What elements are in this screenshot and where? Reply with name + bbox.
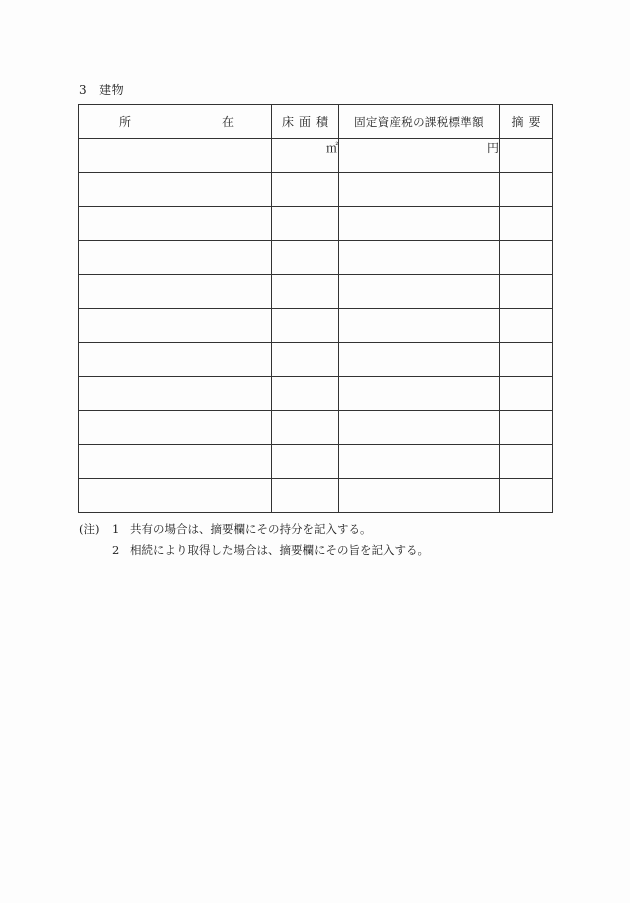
header-remarks [500,105,553,139]
floor-area-cell[interactable] [272,411,339,445]
notes-prefix: (注) [79,522,100,536]
table-row [79,275,553,309]
note-item [79,540,429,561]
remarks-cell[interactable] [500,207,553,241]
floor-area-cell[interactable] [272,377,339,411]
location-cell[interactable] [79,343,272,377]
buildings-table [78,104,553,513]
note-text: 共有の場合は、摘要欄にその持分を記入する。 [130,522,372,536]
location-cell[interactable] [79,241,272,275]
tax-value-cell[interactable] [339,207,500,241]
floor-area-cell[interactable] [272,275,339,309]
table-row [79,343,553,377]
tax-value-cell[interactable] [339,343,500,377]
location-cell[interactable] [79,377,272,411]
floor-area-cell[interactable] [272,445,339,479]
table-row [79,207,553,241]
location-cell[interactable] [79,275,272,309]
header-location-left: 所 [119,115,132,129]
floor-area-cell[interactable] [272,207,339,241]
tax-value-cell[interactable] [339,411,500,445]
table-row [79,445,553,479]
floor-area-cell[interactable] [272,309,339,343]
tax-value-cell[interactable] [339,275,500,309]
header-location-right: 在 [221,115,234,129]
floor-area-cell[interactable] [272,241,339,275]
header-tax-value-label: 固定資産税の課税標準額 [354,114,484,129]
table-row [79,411,553,445]
header-tax-value [339,105,500,139]
section-heading [79,81,124,98]
remarks-cell[interactable] [500,139,553,173]
remarks-cell[interactable] [500,479,553,513]
floor-area-cell[interactable] [272,139,339,173]
tax-value-cell[interactable] [339,309,500,343]
tax-value-cell[interactable] [339,445,500,479]
remarks-cell[interactable] [500,377,553,411]
header-floor-area [272,105,339,139]
notes-block [79,519,429,561]
remarks-cell[interactable] [500,241,553,275]
section-number: 3 [79,83,88,97]
note-number: 2 [112,543,120,557]
table-row [79,377,553,411]
floor-area-cell[interactable] [272,479,339,513]
remarks-cell[interactable] [500,411,553,445]
tax-value-cell[interactable] [339,241,500,275]
remarks-cell[interactable] [500,173,553,207]
remarks-cell[interactable] [500,343,553,377]
tax-value-cell[interactable] [339,139,500,173]
remarks-cell[interactable] [500,309,553,343]
tax-value-cell[interactable] [339,377,500,411]
location-cell[interactable] [79,207,272,241]
table-row [79,139,553,173]
remarks-cell[interactable] [500,275,553,309]
location-cell[interactable] [79,445,272,479]
table-row [79,173,553,207]
section-title: 建物 [99,83,125,97]
table-row [79,241,553,275]
location-cell[interactable] [79,309,272,343]
tax-value-cell[interactable] [339,479,500,513]
floor-area-unit: ㎡ [325,141,338,155]
location-cell[interactable] [79,411,272,445]
remarks-cell[interactable] [500,445,553,479]
floor-area-cell[interactable] [272,173,339,207]
location-cell[interactable] [79,479,272,513]
header-location [79,105,272,139]
tax-value-cell[interactable] [339,173,500,207]
location-cell[interactable] [79,139,272,173]
table-row [79,309,553,343]
floor-area-cell[interactable] [272,343,339,377]
note-item [79,519,429,540]
note-number: 1 [112,522,120,536]
location-cell[interactable] [79,173,272,207]
tax-value-unit: 円 [486,141,499,155]
header-floor-area-label: 床面積 [281,115,333,129]
table-row [79,479,553,513]
note-text: 相続により取得した場合は、摘要欄にその旨を記入する。 [130,543,429,557]
header-remarks-label: 摘要 [511,115,546,129]
table-header-row [79,105,553,139]
